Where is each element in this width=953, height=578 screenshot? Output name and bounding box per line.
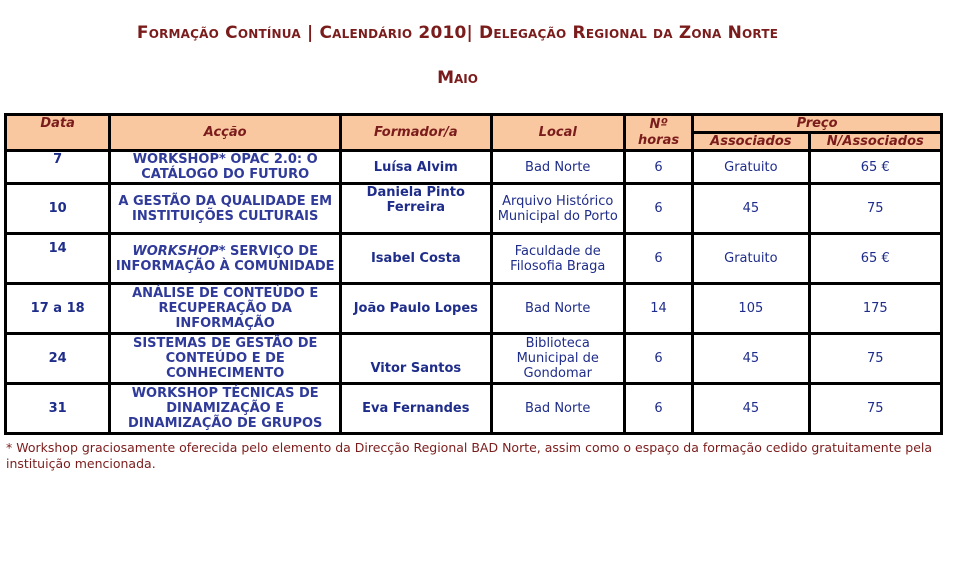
row-price-members: 45 [693, 384, 809, 434]
row-hours: 6 [624, 334, 692, 384]
row-action-text: WORKSHOP* OPAC 2.0: O CATÁLOGO DO FUTURO [132, 152, 318, 182]
row-price-members: 45 [693, 184, 809, 234]
row-date: 17 a 18 [6, 284, 110, 334]
row-price-non-members: 75 [809, 184, 941, 234]
row-price-non-members: 75 [809, 334, 941, 384]
row-action-emphasis: WORKSHOP [132, 243, 219, 259]
row-location: Arquivo Histórico Municipal do Porto [491, 184, 624, 234]
row-hours: 14 [624, 284, 692, 334]
row-action-text: A GESTÃO DA QUALIDADE EM INSTITUIÇÕES CULTURAIS [118, 193, 333, 224]
row-action-text: WORKSHOP TÉCNICAS DE DINAMIZAÇÃO E DINAMIZAÇÃO DE GRUPOS [128, 386, 323, 431]
row-hours: 6 [624, 384, 692, 434]
header-date: Data [6, 115, 110, 151]
header-non-members: N/Associados [809, 133, 941, 151]
row-action [110, 284, 341, 334]
row-action [110, 151, 341, 184]
row-trainer: João Paulo Lopes [341, 284, 491, 334]
row-price-non-members: 175 [809, 284, 941, 334]
row-trainer: Eva Fernandes [341, 384, 491, 434]
row-action-text: SISTEMAS DE GESTÃO DE CONTEÚDO E DE CONHECIMENTO [132, 336, 318, 381]
header-location: Local [491, 115, 624, 151]
row-location: Biblioteca Municipal de Gondomar [491, 334, 624, 384]
footnote: * Workshop graciosamente oferecida pelo elemento da Direcção Regional BAD Norte, assim como o espaço da formação cedido gratuitamente pela instituição mencionada. [6, 440, 933, 471]
table-row [6, 284, 942, 334]
row-location: Bad Norte [491, 284, 624, 334]
row-trainer: Vitor Santos [341, 334, 491, 384]
row-trainer: Isabel Costa [341, 234, 491, 284]
row-date: 14 [6, 234, 110, 284]
row-hours: 6 [624, 151, 692, 184]
row-price-members: Gratuito [693, 151, 809, 184]
row-price-members: 105 [693, 284, 809, 334]
row-action-text: ANÁLISE DE CONTEÚDO E RECUPERAÇÃO DA INFORMAÇÃO [132, 286, 319, 331]
header-trainer: Formador/a [341, 115, 491, 151]
row-date: 31 [6, 384, 110, 434]
row-date: 10 [6, 184, 110, 234]
row-price-non-members: 65 € [809, 234, 941, 284]
row-price-non-members: 75 [809, 384, 941, 434]
table-row [6, 234, 942, 284]
header-hours: Nº horas [624, 115, 692, 151]
row-location: Faculdade de Filosofia Braga [491, 234, 624, 284]
table-row [6, 334, 942, 384]
row-price-members: 45 [693, 334, 809, 384]
calendar-table [4, 113, 943, 435]
month-heading: Maio [437, 68, 478, 88]
header-members: Associados [693, 133, 809, 151]
table-row [6, 384, 942, 434]
row-price-members: Gratuito [693, 234, 809, 284]
row-action-text: * SERVIÇO DE INFORMAÇÃO À COMUNIDADE [115, 243, 335, 274]
row-trainer: Luísa Alvim [341, 151, 491, 184]
row-action [110, 384, 341, 434]
row-hours: 6 [624, 184, 692, 234]
row-action [110, 234, 341, 284]
table-row [6, 184, 942, 234]
table-row [6, 151, 942, 184]
header-action: Acção [110, 115, 341, 151]
row-hours: 6 [624, 234, 692, 284]
page-title: Formação Contínua | Calendário 2010| Delegação Regional da Zona Norte [136, 23, 779, 43]
row-action [110, 334, 341, 384]
row-price-non-members: 65 € [809, 151, 941, 184]
row-location: Bad Norte [491, 151, 624, 184]
row-trainer: Daniela Pinto Ferreira [341, 184, 491, 234]
row-location: Bad Norte [491, 384, 624, 434]
header-price: Preço [693, 115, 942, 133]
row-action [110, 184, 341, 234]
row-date: 24 [6, 334, 110, 384]
row-date: 7 [6, 151, 110, 184]
